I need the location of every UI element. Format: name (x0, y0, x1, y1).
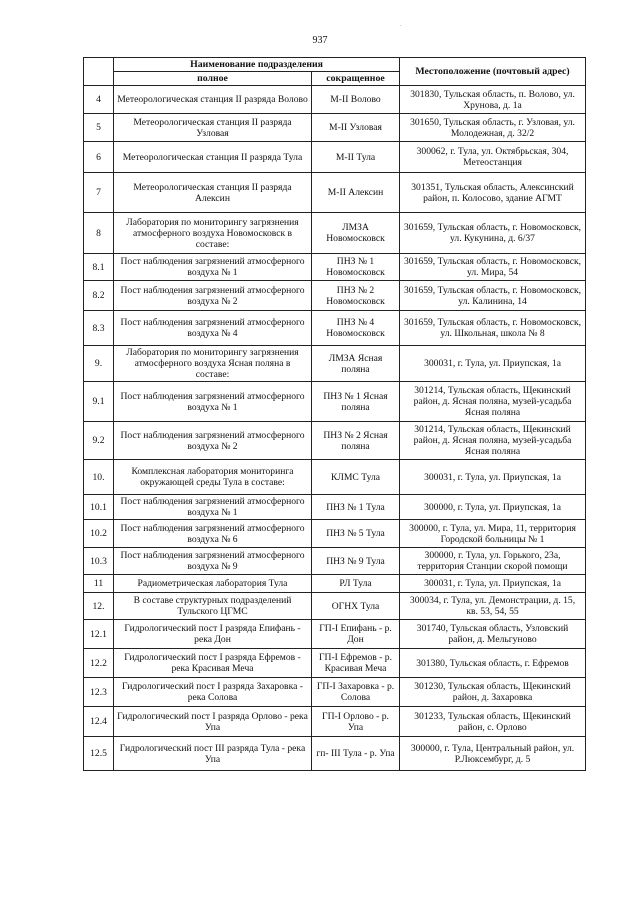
row-number: 8.3 (84, 311, 114, 346)
row-full-name: Пост наблюдения загрязнений атмосферного воздуха № 1 (114, 382, 312, 422)
row-number: 9.2 (84, 422, 114, 460)
row-full-name: Гидрологический пост I разряда Захаровка - река Солова (114, 678, 312, 707)
row-location: 301233, Тульская область, Щекинский район, с. Орлово (400, 707, 586, 737)
row-short-name: ГП-I Захаровка - р. Солова (312, 678, 400, 707)
row-location: 300000, г. Тула, ул. Приупская, 1а (400, 495, 586, 520)
table-row (84, 678, 586, 707)
table-row (84, 707, 586, 737)
row-full-name: Пост наблюдения загрязнений атмосферного воздуха № 4 (114, 311, 312, 346)
row-location: 300062, г. Тула, ул. Октябрьская, 304, Метеостанция (400, 142, 586, 173)
table-row (84, 142, 586, 173)
row-location: 301351, Тульская область, Алексинский район, п. Колосово, здание АГМТ (400, 173, 586, 213)
row-location: 300000, г. Тула, ул. Мира, 11, территория Городской больницы № 1 (400, 520, 586, 548)
division-name-header: Наименование подразделения (114, 58, 400, 72)
table-row (84, 575, 586, 593)
row-number: 10.2 (84, 520, 114, 548)
table-row (84, 281, 586, 311)
row-location: 301659, Тульская область, г. Новомосковск, ул. Кукунина, д. 6/37 (400, 213, 586, 254)
row-location: 300031, г. Тула, ул. Приупская, 1а (400, 575, 586, 593)
row-full-name: Гидрологический пост I разряда Ефремов - река Красивая Меча (114, 649, 312, 678)
table-row (84, 737, 586, 771)
row-full-name: Комплексная лаборатория мониторинга окружающей среды Тула в составе: (114, 460, 312, 495)
row-location: 301214, Тульская область, Щекинский район, д. Ясная поляна, музей-усадьба Ясная поляна (400, 422, 586, 460)
row-number: 5 (84, 114, 114, 142)
row-full-name: Метеорологическая станция II разряда Тула (114, 142, 312, 173)
table-row (84, 173, 586, 213)
row-short-name: М-II Алексин (312, 173, 400, 213)
row-short-name: ПНЗ № 4 Новомосковск (312, 311, 400, 346)
table-row (84, 86, 586, 114)
row-location: 300000, г. Тула, ул. Горького, 23а, территория Станции скорой помощи (400, 548, 586, 575)
row-location: 300031, г. Тула, ул. Приупская, 1а (400, 346, 586, 382)
table-row (84, 593, 586, 620)
row-short-name: ГП-I Орлово - р. Упа (312, 707, 400, 737)
table-body (84, 86, 586, 771)
row-number: 11 (84, 575, 114, 593)
location-header: Местоположение (почтовый адрес) (400, 58, 586, 86)
row-short-name: ПНЗ № 1 Ясная поляна (312, 382, 400, 422)
row-location: 301659, Тульская область, г. Новомосковск, ул. Мира, 54 (400, 254, 586, 281)
row-short-name: ОГНХ Тула (312, 593, 400, 620)
row-number: 10. (84, 460, 114, 495)
row-location: 301230, Тульская область, Щекинский район, д. Захаровка (400, 678, 586, 707)
row-short-name: РЛ Тула (312, 575, 400, 593)
row-short-name: ГП-I Ефремов - р. Красивая Меча (312, 649, 400, 678)
page-number: 937 (312, 35, 328, 46)
row-full-name: Гидрологический пост III разряда Тула - река Упа (114, 737, 312, 771)
row-short-name: гп- III Тула - р. Упа (312, 737, 400, 771)
row-number: 12.5 (84, 737, 114, 771)
row-short-name: ЛМЗА Ясная поляна (312, 346, 400, 382)
table-row (84, 520, 586, 548)
row-location: 301659, Тульская область, г. Новомосковск, ул. Калинина, 14 (400, 281, 586, 311)
row-number: 10.1 (84, 495, 114, 520)
short-name-header: сокращенное (312, 72, 400, 86)
row-full-name: Гидрологический пост I разряда Епифань - река Дон (114, 620, 312, 649)
row-short-name: М-II Волово (312, 86, 400, 114)
row-short-name: М-II Тула (312, 142, 400, 173)
table-row (84, 422, 586, 460)
row-full-name: Лаборатория по мониторингу загрязнения атмосферного воздуха Новомосковск в составе: (114, 213, 312, 254)
row-location: 301740, Тульская область, Узловский район, д. Мельгуново (400, 620, 586, 649)
row-number: 12.1 (84, 620, 114, 649)
row-full-name: Метеорологическая станция II разряда Узловая (114, 114, 312, 142)
row-short-name: ЛМЗА Новомосковск (312, 213, 400, 254)
row-short-name: ПНЗ № 5 Тула (312, 520, 400, 548)
row-full-name: Метеорологическая станция II разряда Алексин (114, 173, 312, 213)
table-row (84, 382, 586, 422)
row-location: 300034, г. Тула, ул. Демонстрации, д. 15, кв. 53, 54, 55 (400, 593, 586, 620)
table-row (84, 254, 586, 281)
table-row (84, 346, 586, 382)
row-full-name: Пост наблюдения загрязнений атмосферного воздуха № 1 (114, 495, 312, 520)
row-location: 301830, Тульская область, п. Волово, ул. Хрунова, д. 1а (400, 86, 586, 114)
row-number: 8.2 (84, 281, 114, 311)
full-name-header: полное (114, 72, 312, 86)
row-short-name: М-II Узловая (312, 114, 400, 142)
row-location: 301380, Тульская область, г. Ефремов (400, 649, 586, 678)
row-full-name: Лаборатория по мониторингу загрязнения атмосферного воздуха Ясная поляна в составе: (114, 346, 312, 382)
row-short-name: ГП-I Епифань - р. Дон (312, 620, 400, 649)
row-full-name: Радиометрическая лаборатория Тула (114, 575, 312, 593)
row-number: 10.3 (84, 548, 114, 575)
row-location: 301650, Тульская область, г. Узловая, ул. Молодежная, д. 32/2 (400, 114, 586, 142)
row-full-name: Пост наблюдения загрязнений атмосферного воздуха № 2 (114, 422, 312, 460)
row-full-name: Метеорологическая станция II разряда Волово (114, 86, 312, 114)
row-short-name: ПНЗ № 9 Тула (312, 548, 400, 575)
row-location: 301214, Тульская область, Щекинский район, д. Ясная поляна, музей-усадьба Ясная поляна (400, 382, 586, 422)
row-number: 12. (84, 593, 114, 620)
row-location: 300031, г. Тула, ул. Приупская, 1а (400, 460, 586, 495)
table-row (84, 114, 586, 142)
row-short-name: ПНЗ № 1 Новомосковск (312, 254, 400, 281)
table-row (84, 495, 586, 520)
row-number: 7 (84, 173, 114, 213)
table-row (84, 548, 586, 575)
divisions-table (83, 57, 586, 771)
row-location: 300000, г. Тула, Центральный район, ул. Р.Люксембург, д. 5 (400, 737, 586, 771)
row-number: 8 (84, 213, 114, 254)
table-row (84, 649, 586, 678)
row-full-name: Гидрологический пост I разряда Орлово - река Упа (114, 707, 312, 737)
row-location: 301659, Тульская область, г. Новомосковск, ул. Школьная, школа № 8 (400, 311, 586, 346)
row-full-name: Пост наблюдения загрязнений атмосферного воздуха № 2 (114, 281, 312, 311)
row-full-name: Пост наблюдения загрязнений атмосферного воздуха № 6 (114, 520, 312, 548)
row-number: 12.4 (84, 707, 114, 737)
row-number: 12.2 (84, 649, 114, 678)
row-number: 4 (84, 86, 114, 114)
row-full-name: Пост наблюдения загрязнений атмосферного воздуха № 1 (114, 254, 312, 281)
table-row (84, 311, 586, 346)
table-row (84, 213, 586, 254)
num-header (84, 58, 114, 86)
row-number: 6 (84, 142, 114, 173)
table-row (84, 460, 586, 495)
row-number: 9.1 (84, 382, 114, 422)
row-number: 9. (84, 346, 114, 382)
row-short-name: КЛМС Тула (312, 460, 400, 495)
row-number: 8.1 (84, 254, 114, 281)
row-full-name: В составе структурных подразделений Тульского ЦГМС (114, 593, 312, 620)
scan-artifact: . (400, 20, 402, 28)
row-short-name: ПНЗ № 2 Новомосковск (312, 281, 400, 311)
row-short-name: ПНЗ № 2 Ясная поляна (312, 422, 400, 460)
row-short-name: ПНЗ № 1 Тула (312, 495, 400, 520)
table-row (84, 620, 586, 649)
row-full-name: Пост наблюдения загрязнений атмосферного воздуха № 9 (114, 548, 312, 575)
row-number: 12.3 (84, 678, 114, 707)
